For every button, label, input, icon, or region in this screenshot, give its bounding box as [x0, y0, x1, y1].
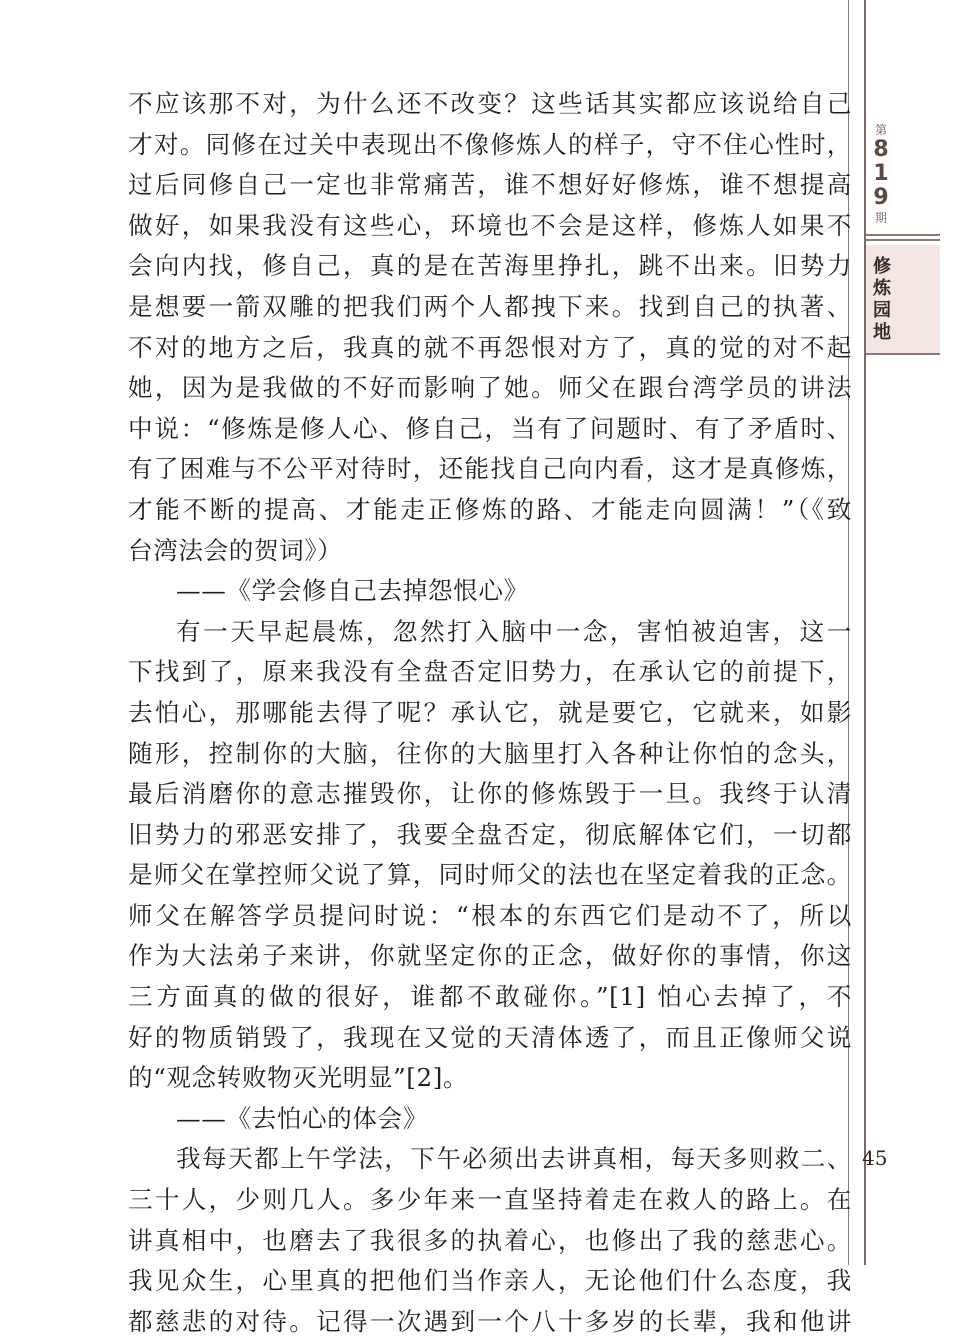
body-text-line: 我每天都上午学法，下午必须出去讲真相，每天多则救二、 — [176, 1144, 852, 1174]
body-text-line: 讲真相中，也磨去了我很多的执着心，也修出了我的慈悲心。 — [128, 1225, 852, 1255]
body-text-line: 是师父在掌控师父说了算，同时师父的法也在坚定着我的正念。 — [128, 860, 852, 890]
section-label: 修炼园地 — [873, 256, 891, 343]
section-band-bottom-rule — [866, 353, 940, 355]
issue-digit: 1 — [873, 161, 889, 186]
body-text-line: 中说：“修炼是修人心、修自己，当有了问题时、有了矛盾时、 — [128, 413, 852, 443]
issue-digit: 8 — [873, 137, 889, 162]
issue-number — [866, 122, 896, 226]
body-text-line: 师父在解答学员提问时说：“根本的东西它们是动不了，所以 — [128, 900, 852, 930]
body-text-line: 去怕心，那哪能去得了呢？承认它，就是要它，它就来，如影 — [128, 697, 852, 727]
body-text-line: 做好，如果我没有这些心，环境也不会是这样，修炼人如果不 — [128, 210, 852, 240]
body-text-line: 的“观念转败物灭光明显”[2]。 — [128, 1063, 469, 1093]
body-text-line: 三十人，少则几人。多少年来一直坚持着走在救人的路上。在 — [128, 1185, 852, 1215]
body-text-line: 过后同修自己一定也非常痛苦，谁不想好好修炼，谁不想提高 — [128, 170, 852, 200]
body-text-line: 下找到了，原来我没有全盘否定旧势力，在承认它的前提下， — [128, 657, 852, 687]
body-text-line: 不应该那不对，为什么还不改变？这些话其实都应该说给自己 — [128, 89, 852, 118]
article-body — [128, 84, 852, 1342]
body-text-line: 我见众生，心里真的把他们当作亲人，无论他们什么态度，我 — [128, 1266, 852, 1296]
issue-suffix: 期 — [874, 211, 887, 225]
body-text-line: 有一天早起晨炼，忽然打入脑中一念，害怕被迫害，这一 — [176, 616, 852, 646]
issue-digit: 9 — [873, 185, 889, 210]
body-text-line: 是想要一箭双雕的把我们两个人都拽下来。找到自己的执著、 — [128, 291, 852, 321]
body-text-line: 三方面真的做的很好，谁都不敢碰你。”[1] 怕心去掉了，不 — [128, 982, 852, 1012]
body-text-line: 台湾法会的贺词》） — [128, 535, 343, 565]
body-text-line: 有了困难与不公平对待时，还能找自己向内看，这才是真修炼， — [128, 454, 852, 484]
body-text-line: ——《学会修自己去掉怨恨心》 — [176, 576, 529, 606]
body-text-line: 作为大法弟子来讲，你就坚定你的正念，做好你的事情，你这 — [128, 941, 852, 971]
body-text-line: 旧势力的邪恶安排了，我要全盘否定，彻底解体它们，一切都 — [128, 819, 852, 849]
body-text-line: 好的物质销毁了，我现在又觉的天清体透了，而且正像师父说 — [128, 1022, 852, 1052]
body-text-line: 最后消磨你的意志摧毁你，让你的修炼毁于一旦。我终于认清 — [128, 779, 852, 809]
body-text-line: 不对的地方之后，我真的就不再怨恨对方了，真的觉的对不起 — [128, 332, 852, 362]
issue-prefix: 第 — [874, 123, 887, 137]
body-text-line: ——《去怕心的体会》 — [176, 1103, 428, 1133]
section-band-top-rule — [866, 234, 940, 236]
body-text-line: 随形，控制你的大脑，往你的大脑里打入各种让你怕的念头， — [128, 738, 852, 768]
body-text-line: 都慈悲的对待。记得一次遇到一个八十多岁的长辈，我和他讲 — [128, 1306, 852, 1336]
section-band-top-rule — [866, 239, 940, 241]
body-text-line: 会向内找，修自己，真的是在苦海里挣扎，跳不出来。旧势力 — [128, 251, 852, 281]
body-text-line: 她，因为是我做的不好而影响了她。师父在跟台湾学员的讲法 — [128, 373, 852, 403]
body-text-line: 才能不断的提高、才能走正修炼的路、才能走向圆满！”（《致 — [128, 494, 852, 524]
page-number: 45 — [862, 1146, 888, 1170]
body-text-line: 才对。同修在过关中表现出不像修炼人的样子，守不住心性时， — [128, 129, 852, 159]
